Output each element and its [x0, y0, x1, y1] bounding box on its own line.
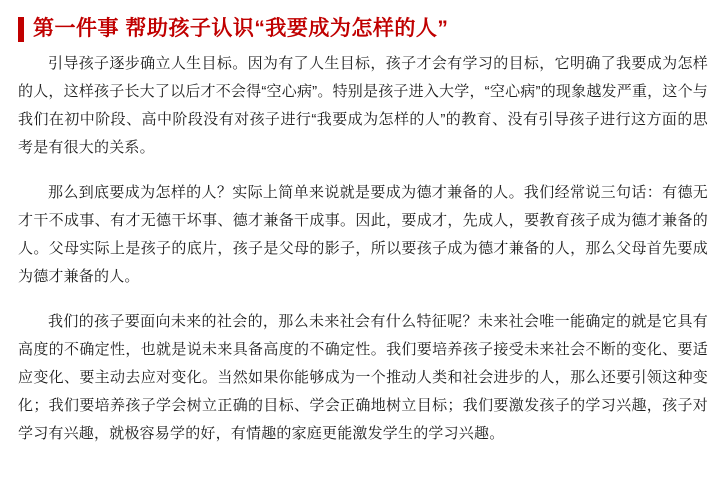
heading-accent-bar — [18, 17, 24, 42]
document-body — [18, 50, 708, 448]
section-heading — [18, 16, 708, 42]
paragraph: 我们的孩子要面向未来的社会的，那么未来社会有什么特征呢？未来社会唯一能确定的就是它具有高度的不确定性，也就是说未来具备高度的不确定性。我们要培养孩子接受未来社会不断的变化、要适应变化、要主动去应对变化。当然如果你能够成为一个推动人类和社会进步的人，那么还要引领这种变化；我们要培养孩子学会树立正确的目标、学会正确地树立目标；我们要激发孩子的学习兴趣，孩子对学习有兴趣，就极容易学的好，有情趣的家庭更能激发学生的学习兴趣。 — [18, 313, 708, 442]
paragraph: 那么到底要成为怎样的人？实际上简单来说就是要成为德才兼备的人。我们经常说三句话：有德无才干不成事、有才无德干坏事、德才兼备干成事。因此，要成才，先成人，要教育孩子成为德才兼备的人。父母实际上是孩子的底片，孩子是父母的影子，所以要孩子成为德才兼备的人，那么父母首先要成为德才兼备的人。 — [18, 184, 708, 285]
heading-title: 第一件事 帮助孩子认识“我要成为怎样的人” — [33, 17, 449, 40]
paragraph: 引导孩子逐步确立人生目标。因为有了人生目标，孩子才会有学习的目标，它明确了我要成为怎样的人，这样孩子长大了以后才不会得“空心病”。特别是孩子进入大学，“空心病”的现象越发严重，这个与我们在初中阶段、高中阶段没有对孩子进行“我要成为怎样的人”的教育、没有引导孩子进行这方面的思考是有很大的关系。 — [18, 55, 708, 156]
